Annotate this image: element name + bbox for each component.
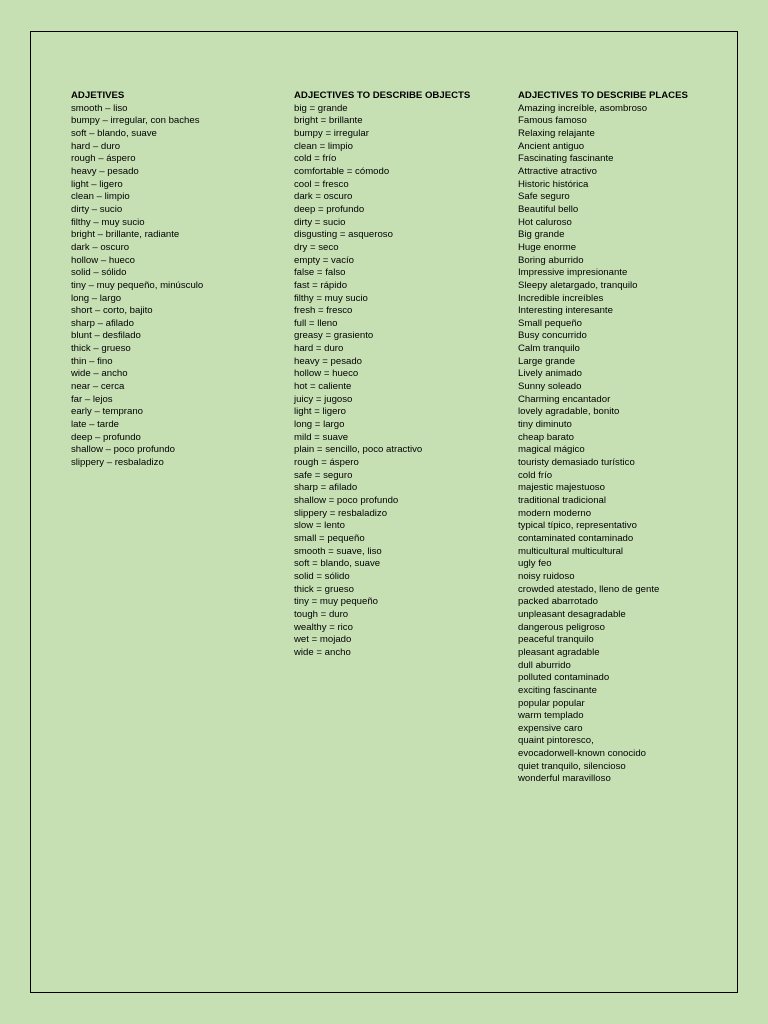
vocabulary-item: safe = seguro	[294, 469, 353, 481]
vocabulary-item: noisy ruidoso	[518, 570, 575, 582]
vocabulary-item: quiet tranquilo, silencioso	[518, 760, 626, 772]
vocabulary-item: slow = lento	[294, 520, 345, 532]
vocabulary-item: typical típico, representativo	[518, 520, 637, 532]
vocabulary-item: thick – grueso	[71, 343, 131, 355]
vocabulary-item: false = falso	[294, 267, 346, 279]
vocabulary-item: light – ligero	[71, 178, 123, 190]
vocabulary-item: sharp – afilado	[71, 317, 134, 329]
vocabulary-item: dry = seco	[294, 241, 339, 253]
vocabulary-item: clean = limpio	[294, 140, 353, 152]
vocabulary-item: hollow – hueco	[71, 254, 136, 266]
vocabulary-item: peaceful tranquilo	[518, 634, 594, 646]
vocabulary-item: wealthy = rico	[294, 621, 353, 633]
vocabulary-item: pleasant agradable	[518, 646, 600, 658]
vocabulary-item: traditional tradicional	[518, 495, 606, 506]
vocabulary-item: greasy = grasiento	[294, 330, 374, 342]
column-describe-objects	[294, 90, 470, 660]
column-heading: ADJETIVES	[71, 90, 125, 101]
vocabulary-item: Lively animado	[518, 368, 582, 380]
vocabulary-item: blunt – desfilado	[71, 330, 141, 342]
vocabulary-item: hollow = hueco	[294, 368, 359, 380]
vocabulary-item: Sleepy aletargado, tranquilo	[518, 279, 638, 291]
vocabulary-item: Busy concurrido	[518, 330, 587, 342]
vocabulary-item: tiny diminuto	[518, 419, 572, 431]
vocabulary-item: Large grande	[518, 355, 576, 367]
vocabulary-item: juicy = jugoso	[294, 393, 353, 405]
vocabulary-item: Historic histórica	[518, 178, 589, 190]
vocabulary-item: dull aburrido	[518, 659, 571, 671]
vocabulary-item: ugly feo	[518, 558, 552, 570]
vocabulary-item: Beautiful bello	[518, 203, 579, 215]
vocabulary-item: shallow – poco profundo	[71, 444, 176, 456]
vocabulary-item: hot = caliente	[294, 381, 352, 393]
vocabulary-item: Safe seguro	[518, 191, 570, 203]
vocabulary-item: small = pequeño	[294, 532, 365, 544]
vocabulary-item: light = ligero	[294, 406, 346, 418]
column-describe-places	[518, 90, 688, 786]
vocabulary-item: thick = grueso	[294, 583, 354, 595]
vocabulary-item: evocadorwell-known conocido	[518, 748, 646, 760]
vocabulary-item: plain = sencillo, poco atractivo	[294, 444, 423, 456]
vocabulary-item: slippery = resbaladizo	[294, 507, 388, 519]
vocabulary-item: bumpy – irregular, con baches	[71, 115, 200, 127]
vocabulary-item: heavy = pesado	[294, 355, 363, 367]
vocabulary-item: short – corto, bajito	[71, 305, 153, 317]
vocabulary-item: fresh = fresco	[294, 305, 353, 317]
vocabulary-item: Impressive impresionante	[518, 267, 628, 279]
vocabulary-item: full = lleno	[294, 317, 338, 329]
vocabulary-item: modern moderno	[518, 507, 592, 519]
vocabulary-item: hard – duro	[71, 140, 121, 152]
vocabulary-item: big = grande	[294, 102, 348, 114]
vocabulary-item: magical mágico	[518, 444, 585, 456]
vocabulary-item: lovely agradable, bonito	[518, 406, 620, 418]
vocabulary-item: dangerous peligroso	[518, 621, 605, 633]
vocabulary-item: Relaxing relajante	[518, 127, 595, 139]
word-list	[71, 103, 203, 470]
vocabulary-item: long = largo	[294, 419, 345, 431]
vocabulary-item: filthy – muy sucio	[71, 216, 145, 228]
vocabulary-item: wide = ancho	[294, 646, 351, 658]
vocabulary-item: multicultural multicultural	[518, 545, 624, 557]
vocabulary-item: tiny – muy pequeño, minúsculo	[71, 279, 204, 291]
vocabulary-item: dark = oscuro	[294, 191, 353, 203]
vocabulary-item: Big grande	[518, 229, 565, 241]
vocabulary-item: Small pequeño	[518, 317, 583, 329]
vocabulary-item: majestic majestuoso	[518, 482, 605, 494]
vocabulary-item: Calm tranquilo	[518, 343, 580, 355]
vocabulary-item: expensive caro	[518, 722, 583, 734]
vocabulary-item: popular popular	[518, 697, 585, 709]
column-heading: ADJECTIVES TO DESCRIBE OBJECTS	[294, 90, 471, 101]
vocabulary-item: bright – brillante, radiante	[71, 229, 180, 241]
vocabulary-item: cold = frío	[294, 153, 337, 165]
vocabulary-item: smooth = suave, liso	[294, 545, 382, 557]
vocabulary-item: Huge enorme	[518, 241, 577, 253]
word-list	[518, 103, 688, 786]
vocabulary-item: Interesting interesante	[518, 305, 613, 317]
vocabulary-item: comfortable = cómodo	[294, 165, 390, 177]
vocabulary-item: soft = blando, suave	[294, 558, 381, 570]
vocabulary-item: empty = vacío	[294, 254, 354, 266]
vocabulary-item: late – tarde	[71, 419, 120, 431]
vocabulary-item: bright = brillante	[294, 115, 363, 127]
vocabulary-item: Hot caluroso	[518, 216, 572, 228]
vocabulary-item: thin – fino	[71, 355, 113, 367]
vocabulary-item: deep – profundo	[71, 431, 141, 443]
vocabulary-item: soft – blando, suave	[71, 127, 157, 139]
vocabulary-item: contaminated contaminado	[518, 532, 634, 544]
vocabulary-item: warm templado	[518, 710, 584, 722]
vocabulary-item: cool = fresco	[294, 178, 349, 190]
vocabulary-item: long – largo	[71, 292, 122, 304]
vocabulary-item: bumpy = irregular	[294, 127, 369, 139]
vocabulary-item: Charming encantador	[518, 393, 611, 405]
vocabulary-item: Amazing increíble, asombroso	[518, 102, 648, 114]
vocabulary-item: clean – limpio	[71, 191, 130, 203]
vocabulary-item: exciting fascinante	[518, 684, 597, 696]
vocabulary-item: early – temprano	[71, 406, 143, 418]
vocabulary-item: wet = mojado	[294, 634, 352, 646]
vocabulary-item: dirty = sucio	[294, 216, 346, 228]
vocabulary-item: rough – áspero	[71, 153, 136, 165]
vocabulary-item: shallow = poco profundo	[294, 495, 399, 506]
vocabulary-item: hard = duro	[294, 343, 344, 355]
vocabulary-item: packed abarrotado	[518, 596, 599, 608]
vocabulary-item: Sunny soleado	[518, 381, 582, 393]
vocabulary-item: mild = suave	[294, 431, 349, 443]
vocabulary-item: far – lejos	[71, 393, 113, 405]
vocabulary-item: slippery – resbaladizo	[71, 457, 164, 469]
vocabulary-item: tiny = muy pequeño	[294, 596, 379, 608]
vocabulary-item: wonderful maravilloso	[518, 773, 611, 785]
word-list	[294, 103, 470, 660]
vocabulary-item: disgusting = asqueroso	[294, 229, 393, 241]
vocabulary-item: filthy = muy sucio	[294, 292, 368, 304]
column-heading: ADJECTIVES TO DESCRIBE PLACES	[518, 90, 688, 101]
vocabulary-item: cold frío	[518, 469, 553, 481]
vocabulary-item: Boring aburrido	[518, 254, 584, 266]
vocabulary-item: fast = rápido	[294, 279, 348, 291]
vocabulary-item: solid = sólido	[294, 570, 350, 582]
vocabulary-item: rough = áspero	[294, 457, 359, 469]
vocabulary-item: polluted contaminado	[518, 672, 610, 684]
vocabulary-item: Attractive atractivo	[518, 165, 597, 177]
vocabulary-item: near – cerca	[71, 381, 125, 393]
vocabulary-item: smooth – liso	[71, 102, 128, 114]
vocabulary-item: Incredible increíbles	[518, 292, 604, 304]
vocabulary-item: sharp = afilado	[294, 482, 358, 494]
vocabulary-item: unpleasant desagradable	[518, 608, 626, 620]
vocabulary-item: tough = duro	[294, 608, 349, 620]
vocabulary-item: crowded atestado, lleno de gente	[518, 583, 660, 595]
vocabulary-item: quaint pintoresco,	[518, 735, 594, 747]
vocabulary-item: Famous famoso	[518, 115, 587, 127]
vocabulary-item: wide – ancho	[71, 368, 128, 380]
vocabulary-item: solid – sólido	[71, 267, 127, 279]
column-adjectives	[71, 90, 203, 470]
vocabulary-item: dirty – sucio	[71, 203, 123, 215]
vocabulary-item: touristy demasiado turístico	[518, 457, 635, 469]
vocabulary-item: cheap barato	[518, 431, 575, 443]
vocabulary-item: Ancient antiguo	[518, 140, 585, 152]
vocabulary-item: deep = profundo	[294, 203, 365, 215]
vocabulary-item: Fascinating fascinante	[518, 153, 614, 165]
vocabulary-item: heavy – pesado	[71, 165, 139, 177]
vocabulary-item: dark – oscuro	[71, 241, 130, 253]
